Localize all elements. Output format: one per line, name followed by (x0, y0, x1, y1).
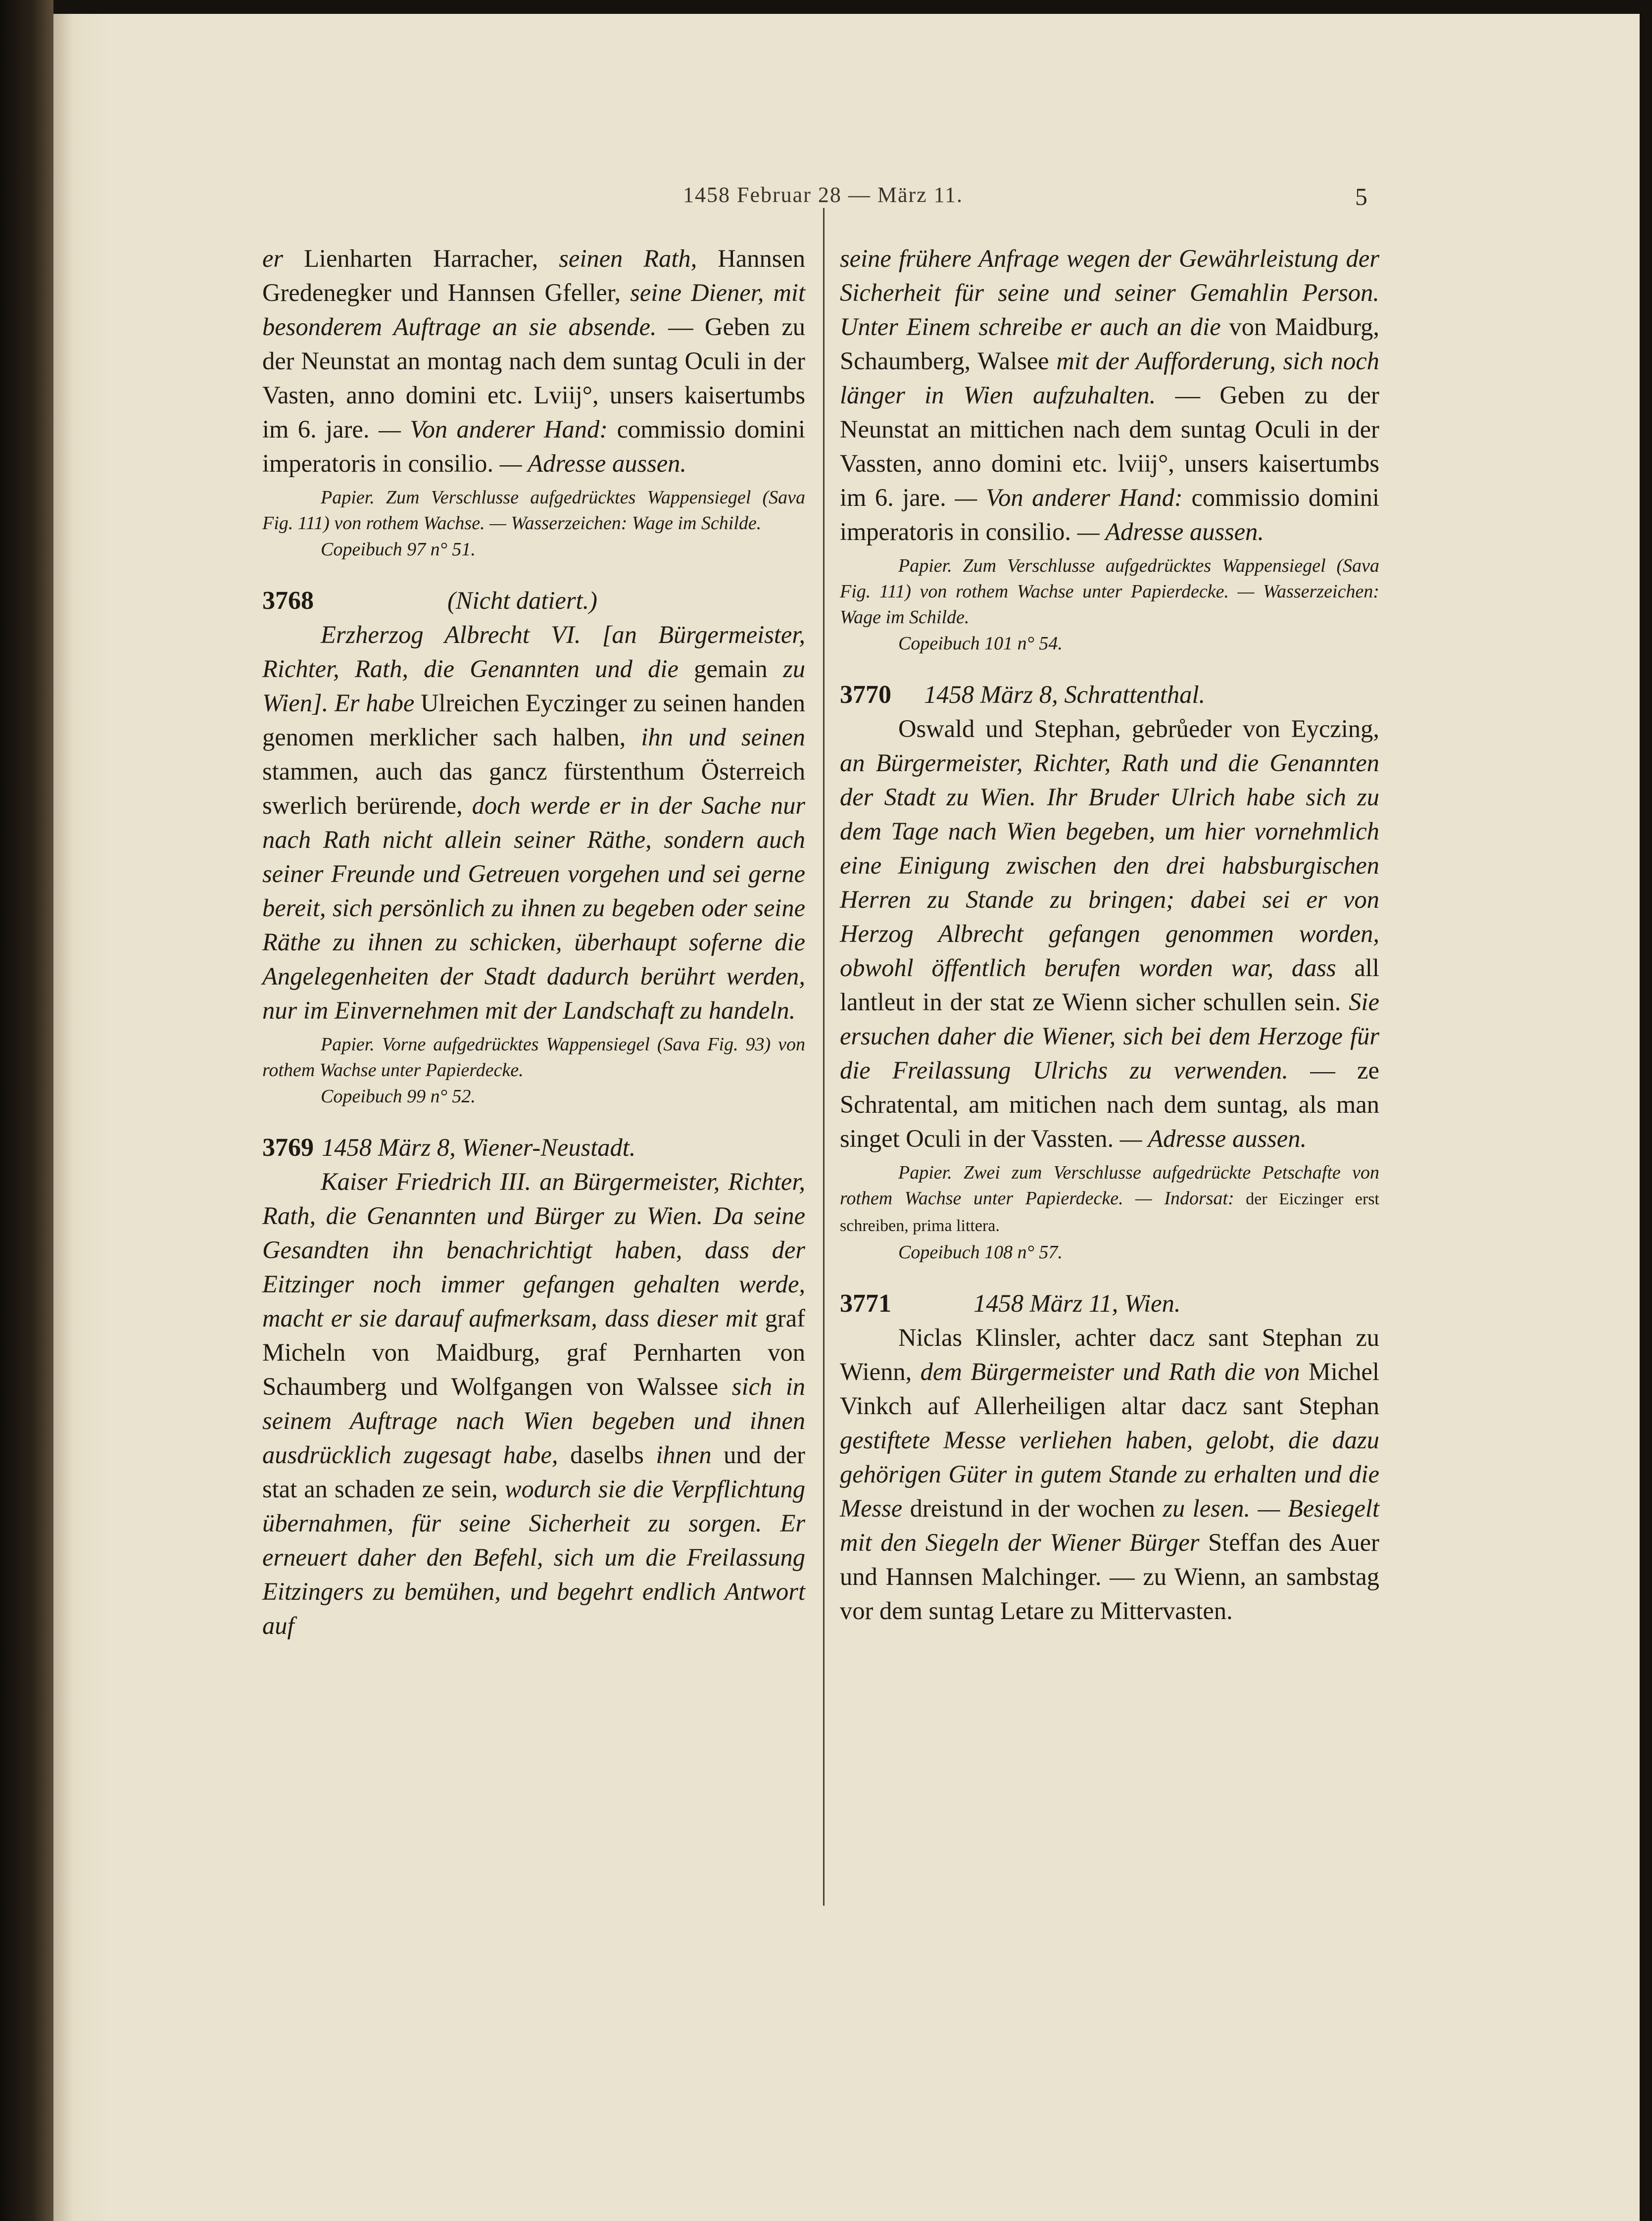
italic-segment: Kaiser Friedrich III. an Bürgermeister, Richter, Rath, die Genannten und Bürger zu Wien. Da seine Gesandten ihn benachrichtigt haben, dass der Eitzinger noch immer gefangen gehalten werde, macht er sie darauf aufmerksam, dass dieser mit (262, 1168, 805, 1332)
entry-3770-date: 1458 März 8, Schrattenthal. (924, 681, 1206, 708)
italic-segment: gestiftete Messe verliehen haben, gelobt, die dazu gehörigen Güter in gutem Stande zu erhalten und die Messe (840, 1426, 1379, 1522)
italic-segment: — Von anderer Hand: (955, 484, 1183, 511)
entry-3768-head (262, 584, 805, 618)
roman-segment: und der stat an schaden ze sein, (262, 1441, 805, 1503)
italic-segment: doch werde er in der Sache nur nach Rath nicht allein seiner Räthe, sondern auch seiner Freunde und Getreuen vorgehen und sei gerne bereit, sich persönlich zu ihnen zu begeben oder seine Räthe zu ihnen zu schicken, überhaupt soferne die Angelegenheiten der Stadt dadurch berührt werden, nur im Einvernehmen mit der Landschaft zu handeln. (262, 791, 805, 1024)
italic-segment: — Adresse aussen. (1119, 1125, 1307, 1152)
roman-segment: Oswald und Stephan, gebrůeder von Eyczing, (898, 715, 1379, 742)
roman-segment: all lantleut in der stat ze Wienn sicher schullen sein. (840, 954, 1379, 1016)
entry-3769-text (262, 1165, 805, 1643)
entry-3768-date: (Nicht datiert.) (447, 587, 597, 614)
roman-segment: commissio domini imperatoris in consilio. (262, 415, 805, 477)
roman-segment: — Geben zu der Neunstat an mittichen nach dem suntag Oculi in der Vassten, anno domini etc. lviij°, unsers kaisertumbs im 6. jare. (840, 381, 1379, 511)
right-column (840, 242, 1379, 1628)
roman-segment: Hannsen Gredenegker und Hannsen Gfeller, (262, 245, 806, 306)
entry-3768-ref: Copeibuch 99 n° 52. (321, 1086, 476, 1107)
entry-3770-number: 3770 (840, 681, 891, 709)
roman-segment: Niclas Klinsler, achter dacz sant Stephan zu Wienn, (840, 1324, 1379, 1385)
italic-segment: dem Bürgermeister und Rath die von (920, 1358, 1300, 1385)
italic-segment: wodurch sie die Verpflichtung übernahmen, für seine Sicherheit zu sorgen. Er erneuert daher den Befehl, sich um die Freilassung Eitzingers zu bemühen, und begehrt endlich Antwort auf (262, 1475, 805, 1639)
entry-3771-number: 3771 (840, 1289, 891, 1318)
entry-3770-note-italic: Papier. Zwei zum Verschlusse aufgedrückte Petschafte von rothem Wachse unter Papierdecke. — Indorsat: (840, 1162, 1379, 1209)
roman-segment: Lienharten Harracher, (283, 245, 559, 272)
roman-segment: daselbs (558, 1441, 656, 1469)
entry-3770-head (840, 678, 1379, 712)
italic-segment: sich in seinem Auftrage nach Wien begeben und ihnen ausdrücklich zugesagt habe, (262, 1373, 805, 1469)
roman-segment: — Geben zu der Neunstat an montag nach dem suntag Oculi in der Vasten, anno domini etc. Lviij°, unsers kaisertumbs im 6. jare. (262, 313, 805, 443)
entry-3770-note (840, 1160, 1379, 1239)
roman-segment: gemain (678, 655, 783, 683)
entry-3770-ref: Copeibuch 108 n° 57. (898, 1242, 1063, 1263)
italic-segment: zu Wien]. Er habe (262, 655, 806, 717)
roman-segment: Michel Vinkch auf Allerheiligen altar dacz sant Stephan (840, 1358, 1380, 1420)
entry-3769-date: 1458 März 8, Wiener-Neustadt. (322, 1134, 636, 1161)
right-ref-1: Copeibuch 101 n° 54. (898, 633, 1063, 654)
running-title: 1458 Februar 28 — März 11. (683, 183, 964, 207)
italic-segment: — Adresse aussen. (1077, 518, 1264, 545)
entry-3769-head (262, 1131, 805, 1165)
roman-segment: von Maidburg, Schaumberg, Walsee (840, 313, 1379, 375)
roman-segment: — ze Schratental, am mitichen nach dem suntag, als man singet Oculi in der Vassten. (840, 1056, 1379, 1152)
italic-segment: Erzherzog Albrecht VI. [an Bürgermeister, Richter, Rath, die Genannten und die (262, 621, 805, 683)
right-note-1: Papier. Zum Verschlusse aufgedrücktes Wappensiegel (Sava Fig. 111) von rothem Wachse unter Papierdecke. — Wasserzeichen: Wage im Schilde. (840, 555, 1379, 628)
entry-3771-text (840, 1321, 1379, 1628)
right-continuation-text (840, 242, 1379, 549)
roman-segment: dreistund in der wochen (902, 1494, 1163, 1522)
entry-3769-number: 3769 (262, 1134, 314, 1162)
book-spine-shadow (0, 0, 53, 2221)
entry-3768-number: 3768 (262, 587, 314, 615)
italic-segment: seine frühere Anfrage wegen der Gewährleistung der Sicherheit für seine und seiner Gemahlin Person. Unter Einem schreibe er auch an die (840, 245, 1379, 341)
italic-segment: er (262, 245, 284, 272)
roman-segment: graf Micheln von Maidburg, graf Pernharten von Schaumberg und Wolfgangen von Walssee (262, 1304, 805, 1400)
entry-3768-text (262, 618, 805, 1028)
italic-segment: Sie ersuchen daher die Wiener, sich bei dem Herzoge für die Freilassung Ulrichs zu verwenden. (840, 988, 1379, 1084)
italic-segment: ihnen (656, 1441, 712, 1469)
roman-segment: commissio domini imperatoris in consilio. (840, 484, 1379, 545)
roman-segment: stammen, auch das gancz fürstenthum Österreich swerlich berürende, (262, 757, 805, 819)
italic-segment: — Von anderer Hand: (378, 415, 608, 443)
roman-segment: Steffan des Auer und Hannsen Malchinger. — zu Wienn, an sambstag vor dem suntag Letare zu Mittervasten. (840, 1529, 1379, 1625)
left-column (262, 242, 805, 1643)
entry-3768-note: Papier. Vorne aufgedrücktes Wappensiegel (Sava Fig. 93) von rothem Wachse unter Papierdecke. (262, 1034, 805, 1081)
italic-segment: seine Diener, mit besonderem Auftrage an sie absende. (262, 279, 805, 341)
entry-3771-date: 1458 März 11, Wien. (973, 1289, 1181, 1317)
italic-segment: — Adresse aussen. (499, 449, 687, 477)
italic-segment: ihn und seinen (641, 723, 806, 751)
left-ref-1: Copeibuch 97 n° 51. (321, 539, 476, 560)
left-note-1: Papier. Zum Verschlusse aufgedrücktes Wappensiegel (Sava Fig. 111) von rothem Wachse. — Wasserzeichen: Wage im Schilde. (262, 487, 805, 534)
entry-3770-note-roman: der Eiczinger erst schreiben, prima littera. (840, 1190, 1379, 1235)
left-continuation-text (262, 242, 805, 481)
page-number: 5 (1355, 183, 1367, 210)
italic-segment: an Bürgermeister, Richter, Rath und die Genannten der Stadt zu Wien. Ihr Bruder Ulrich habe sich zu dem Tage nach Wien begeben, um hier vornehmlich eine Einigung zwischen den drei habsburgischen Herren zu Stande zu bringen; dabei sei er von Herzog Albrecht gefangen genommen worden, obwohl öffentlich berufen worden war, dass (840, 749, 1379, 982)
italic-segment: zu lesen. — Besiegelt mit den Siegeln der Wiener Bürger (840, 1494, 1379, 1556)
entry-3770-text (840, 712, 1379, 1156)
column-rule (823, 208, 825, 1906)
italic-segment: seinen Rath, (559, 245, 697, 272)
roman-segment: Ulreichen Eyczinger zu seinen handen genomen merklicher sach halben, (262, 689, 805, 751)
italic-segment: mit der Aufforderung, sich noch länger in Wien aufzuhalten. (840, 347, 1379, 409)
entry-3771-head (840, 1286, 1379, 1321)
